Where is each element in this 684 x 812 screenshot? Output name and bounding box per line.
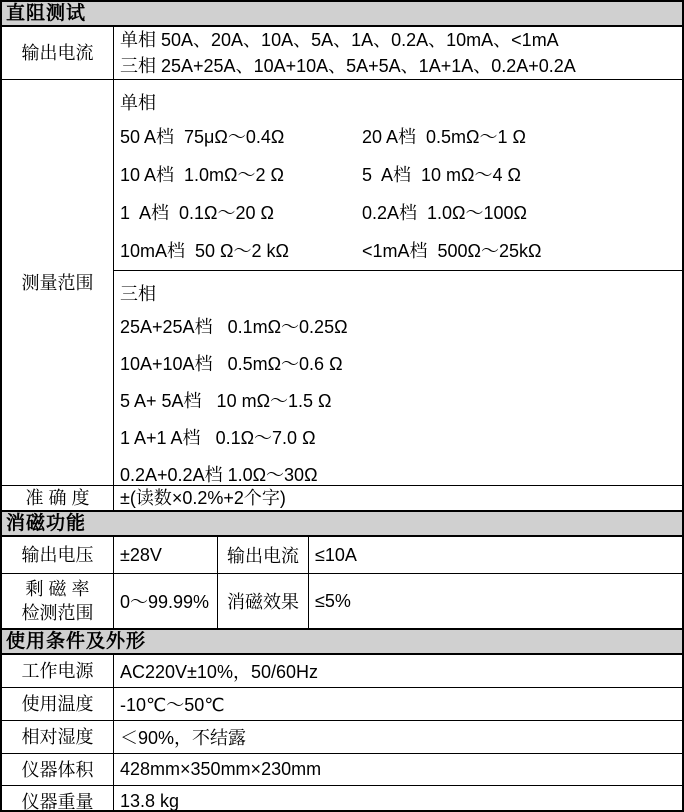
instrument-volume-value: 428mm×350mm×230mm — [120, 759, 322, 779]
row-residual-magnetism — [2, 574, 682, 630]
range-row: 25A+25A档 0.1mΩ～0.25Ω — [120, 317, 348, 337]
operating-temperature-label: 使用温度 — [2, 688, 114, 720]
demag-output-current-label: 输出电流 — [218, 537, 309, 573]
row-instrument-volume — [2, 754, 682, 786]
residual-rate-label-line2: 检测范围 — [21, 603, 94, 623]
demag-output-voltage-label: 输出电压 — [2, 537, 114, 573]
range-cell: 5 A档 10 mΩ～4 Ω — [362, 165, 521, 185]
range-cell: 0.2A档 1.0Ω～100Ω — [362, 203, 527, 223]
range-cell: <1mA档 500Ω～25kΩ — [362, 241, 542, 261]
row-relative-humidity — [2, 721, 682, 754]
section-header-demag: 消磁功能 — [2, 512, 682, 537]
residual-rate-label-line1: 剩 磁 率 — [25, 579, 90, 599]
measurement-range-content — [114, 80, 682, 485]
range-row: 10A+10A档 0.5mΩ～0.6 Ω — [120, 354, 343, 374]
range-cell: 10mA档 50 Ω～2 kΩ — [120, 241, 289, 261]
demag-output-current-value: ≤10A — [315, 544, 357, 565]
range-row: 1 A+1 A档 0.1Ω～7.0 Ω — [120, 428, 316, 448]
range-cell: 50 A档 75μΩ～0.4Ω — [120, 127, 285, 147]
output-current-label: 输出电流 — [2, 27, 114, 79]
relative-humidity-label: 相对湿度 — [2, 721, 114, 753]
row-accuracy — [2, 486, 682, 512]
row-output-current — [2, 27, 682, 80]
demag-output-voltage-value: ±28V — [114, 537, 218, 573]
row-instrument-weight — [2, 786, 682, 812]
residual-rate-value: 0～99.99% — [114, 574, 218, 628]
range-row — [120, 156, 682, 194]
range-row — [120, 118, 682, 156]
accuracy-label: 准 确 度 — [2, 486, 114, 510]
row-power-supply — [2, 655, 682, 688]
measurement-range-label: 测量范围 — [2, 80, 114, 485]
instrument-weight-label: 仪器重量 — [2, 786, 114, 812]
power-supply-value: AC220V±10%，50/60Hz — [120, 662, 318, 682]
accuracy-value — [114, 486, 682, 510]
instrument-volume-label: 仪器体积 — [2, 754, 114, 785]
single-phase-title: 单相 — [120, 93, 156, 113]
range-row — [120, 232, 682, 270]
accuracy-value-text: ±(读数×0.2%+2个字) — [120, 488, 286, 508]
residual-rate-label — [2, 574, 114, 628]
range-row — [120, 194, 682, 232]
range-cell: 10 A档 1.0mΩ～2 Ω — [120, 165, 284, 185]
section-header-dc-test: 直阻测试 — [2, 2, 682, 27]
demag-effect-label: 消磁效果 — [218, 574, 309, 628]
instrument-weight-value: 13.8 kg — [120, 791, 180, 811]
demag-effect-value: ≤5% — [315, 590, 351, 611]
output-current-three-phase: 三相 25A+25A、10A+10A、5A+5A、1A+1A、0.2A+0.2A — [120, 56, 576, 76]
operating-temperature-value: -10℃～50℃ — [120, 695, 225, 715]
single-phase-block — [114, 80, 682, 271]
relative-humidity-value: ＜90%，不结露 — [120, 728, 247, 748]
row-demag-voltage-current — [2, 537, 682, 574]
output-current-values — [114, 27, 682, 79]
range-row: 0.2A+0.2A档 1.0Ω～30Ω — [120, 465, 318, 485]
section-header-conditions: 使用条件及外形 — [2, 630, 682, 655]
three-phase-block — [114, 271, 682, 485]
range-row: 5 A+ 5A档 10 mΩ～1.5 Ω — [120, 391, 332, 411]
output-current-single-phase: 单相 50A、20A、10A、5A、1A、0.2A、10mA、<1mA — [120, 30, 559, 50]
range-cell: 1 A档 0.1Ω～20 Ω — [120, 203, 274, 223]
row-measurement-range — [2, 80, 682, 486]
power-supply-label: 工作电源 — [2, 655, 114, 687]
row-operating-temperature — [2, 688, 682, 721]
range-cell: 20 A档 0.5mΩ～1 Ω — [362, 127, 526, 147]
three-phase-title: 三相 — [120, 284, 156, 304]
